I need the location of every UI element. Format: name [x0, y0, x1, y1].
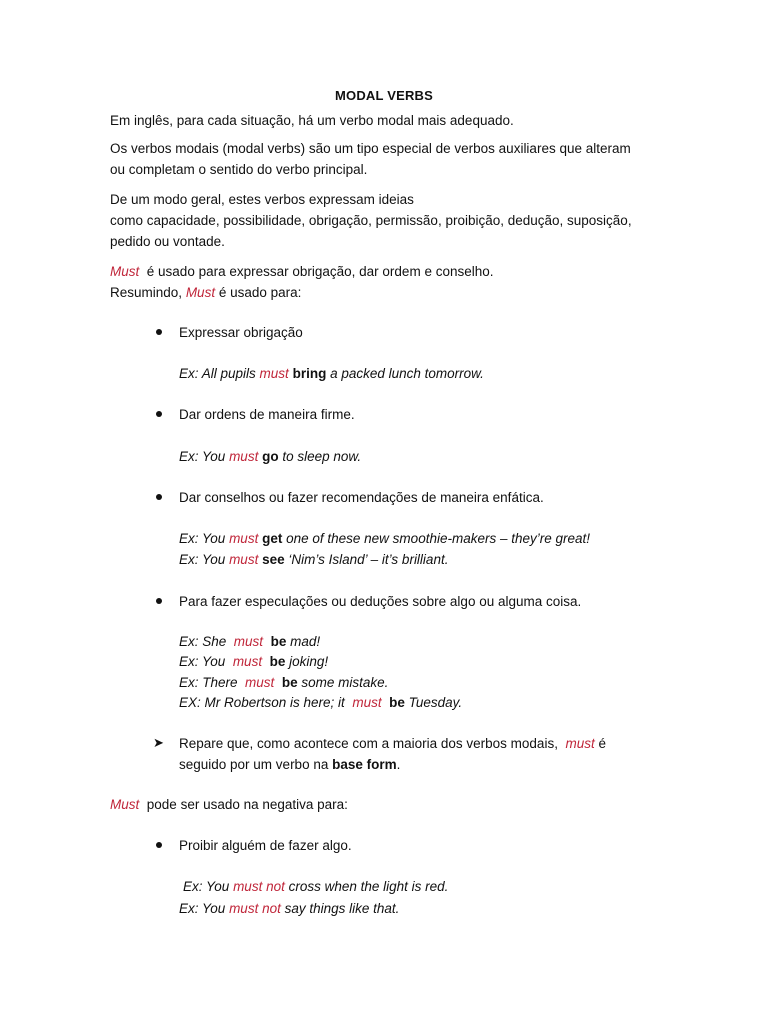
- example-pre: EX: Mr Robertson is here; it: [179, 695, 345, 710]
- example-verb: see: [262, 552, 285, 567]
- example-line: [179, 672, 388, 693]
- intro-paragraph-3-line-3: pedido ou vontade.: [110, 234, 225, 249]
- must-word: must: [229, 552, 259, 567]
- example-post: ‘Nim’s Island’ – it’s brilliant.: [288, 552, 449, 567]
- must-word: Must: [110, 797, 140, 812]
- example-pre: Ex: She: [179, 634, 227, 649]
- negative-intro-text: pode ser usado na negativa para:: [146, 797, 348, 812]
- must-word: Must: [110, 264, 140, 279]
- negative-intro: [110, 794, 670, 815]
- page-title: MODAL VERBS: [334, 88, 434, 103]
- example-post: say things like that.: [284, 901, 400, 916]
- example-verb: go: [262, 449, 279, 464]
- intro-paragraph-3-line-1: De um modo geral, estes verbos expressam ideias: [110, 192, 414, 207]
- bullet-item-especulacoes: Para fazer especulações ou deduções sobre algo ou alguma coisa.: [179, 594, 582, 609]
- intro-paragraph-2-line-2: ou completam o sentido do verbo principal.: [110, 162, 368, 177]
- bullet-icon: [156, 494, 162, 500]
- example-post: one of these new smoothie-makers – they’re great!: [286, 531, 591, 546]
- example-post: to sleep now.: [282, 449, 362, 464]
- example-pre: Ex: All pupils: [179, 366, 256, 381]
- must-word: must: [233, 634, 264, 649]
- example-post: a packed lunch tomorrow.: [330, 366, 484, 381]
- must-word: must: [229, 449, 259, 464]
- example-line: [183, 876, 448, 897]
- example-pre: Ex: You: [179, 531, 226, 546]
- intro-paragraph-1: Em inglês, para cada situação, há um verbo modal mais adequado.: [110, 113, 514, 128]
- must-not-word: must not: [229, 901, 281, 916]
- example-verb: be: [281, 675, 298, 690]
- bullet-icon: [156, 411, 162, 417]
- example-pre: Ex: There: [179, 675, 238, 690]
- note-text: Repare que, como acontece com a maioria dos verbos modais,: [179, 736, 558, 751]
- example-line: [179, 651, 328, 672]
- must-not-word: must not: [233, 879, 285, 894]
- must-definition: [110, 261, 670, 282]
- example-post: Tuesday.: [408, 695, 463, 710]
- example-line: [179, 692, 462, 713]
- example-line: [179, 446, 361, 467]
- example-post: joking!: [289, 654, 329, 669]
- intro-paragraph-2-line-1: Os verbos modais (modal verbs) são um tipo especial de verbos auxiliares que alteram: [110, 141, 631, 156]
- must-word: must: [245, 675, 275, 690]
- example-pre: Ex: You: [179, 654, 226, 669]
- intro-paragraph-3-line-2: como capacidade, possibilidade, obrigação, permissão, proibição, dedução, suposição,: [110, 213, 632, 228]
- bullet-icon: [156, 842, 162, 848]
- must-word: Must: [185, 285, 216, 300]
- bullet-icon: [156, 598, 162, 604]
- example-post: cross when the light is red.: [288, 879, 449, 894]
- base-form-term: base form: [332, 757, 397, 772]
- bullet-item-proibir: Proibir alguém de fazer algo.: [179, 838, 352, 853]
- example-pre: Ex: You: [179, 449, 226, 464]
- note-text: seguido por um verbo na: [179, 757, 329, 772]
- must-word: must: [352, 695, 382, 710]
- example-line: [179, 898, 399, 919]
- example-post: mad!: [290, 634, 321, 649]
- must-word: must: [232, 654, 263, 669]
- example-pre: Ex: You: [179, 901, 226, 916]
- resumindo-pre: Resumindo,: [110, 285, 183, 300]
- example-line: [179, 363, 484, 384]
- resumindo-line: [110, 282, 670, 303]
- bullet-item-obrigacao: Expressar obrigação: [179, 325, 303, 340]
- example-verb: be: [270, 634, 287, 649]
- example-pre: Ex: You: [183, 879, 230, 894]
- note-period: .: [396, 757, 401, 772]
- resumindo-post: é usado para:: [218, 285, 302, 300]
- note-line-1: [179, 733, 606, 754]
- arrowhead-icon: ➤: [153, 735, 164, 750]
- note-text-end: é: [598, 736, 607, 751]
- must-definition-text: é usado para expressar obrigação, dar ordem e conselho.: [146, 264, 494, 279]
- example-verb: get: [262, 531, 283, 546]
- bullet-item-conselhos: Dar conselhos ou fazer recomendações de maneira enfática.: [179, 490, 544, 505]
- example-verb: bring: [292, 366, 327, 381]
- example-pre: Ex: You: [179, 552, 226, 567]
- example-line: [179, 549, 448, 570]
- example-verb: be: [389, 695, 405, 710]
- example-line: [179, 631, 320, 652]
- bullet-icon: [156, 329, 162, 335]
- example-line: [179, 528, 590, 549]
- bullet-item-ordens: Dar ordens de maneira firme.: [179, 407, 355, 422]
- example-verb: be: [269, 654, 286, 669]
- must-word: must: [259, 366, 289, 381]
- must-word: must: [229, 531, 259, 546]
- example-post: some mistake.: [301, 675, 389, 690]
- note-line-2: [179, 754, 400, 775]
- must-word: must: [565, 736, 595, 751]
